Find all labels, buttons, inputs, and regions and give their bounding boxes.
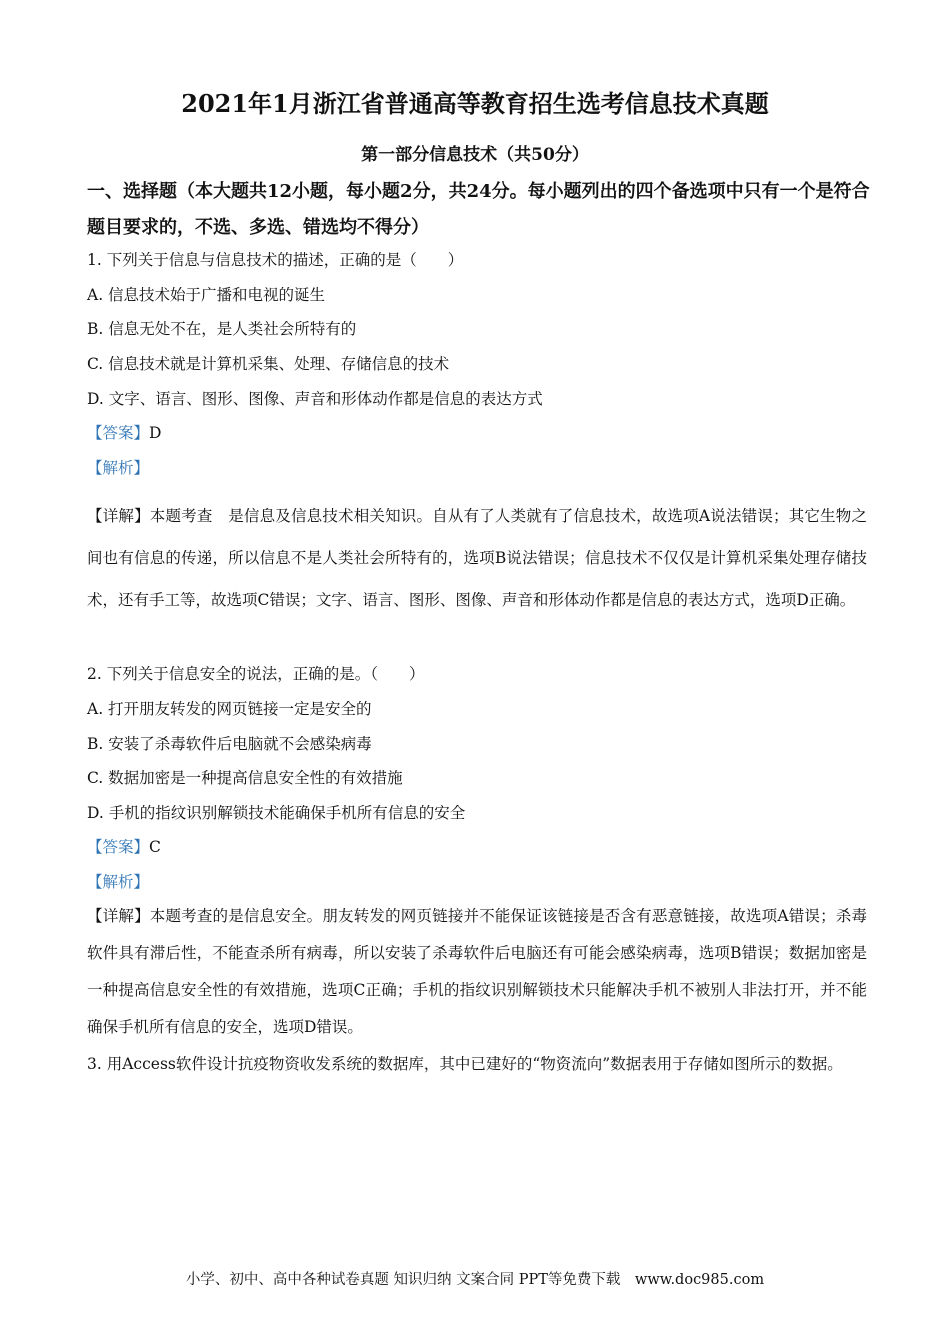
question-3-stem: 3. 用Access软件设计抗疫物资收发系统的数据库，其中已建好的“物资流向”数据表用于存储如图所示的数据。 (87, 1055, 843, 1073)
question-1-option-a: A. 信息技术始于广播和电视的诞生 (87, 286, 326, 304)
detail-label: 【详解】 (87, 907, 150, 925)
question-1-stem: 1. 下列关于信息与信息技术的描述，正确的是（ ） (87, 251, 464, 269)
answer-value: D (149, 424, 162, 442)
question-2-option-a: A. 打开朋友转发的网页链接一定是安全的 (87, 700, 372, 718)
question-2-option-d: D. 手机的指纹识别解锁技术能确保手机所有信息的安全 (87, 804, 466, 822)
section-heading: 一、选择题（本大题共12小题，每小题2分，共24分。每小题列出的四个备选项中只有一个是符合题目要求的，不选、多选、错选均不得分） (87, 181, 870, 238)
question-1-analysis (87, 457, 149, 479)
question-1-answer (87, 422, 161, 444)
question-2-analysis (87, 871, 149, 893)
question-1-option-c: C. 信息技术就是计算机采集、处理、存储信息的技术 (87, 355, 450, 373)
answer-value: C (149, 838, 161, 856)
question-1-option-d: D. 文字、语言、图形、图像、声音和形体动作都是信息的表达方式 (87, 390, 543, 408)
part-heading: 第一部分信息技术（共50分） (361, 145, 589, 165)
question-2-detail (87, 898, 867, 1046)
question-2-option-c: C. 数据加密是一种提高信息安全性的有效措施 (87, 769, 403, 787)
document-title: 2021年1月浙江省普通高等教育招生选考信息技术真题 (181, 89, 769, 118)
detail-text: 本题考查的是信息安全。朋友转发的网页链接并不能保证该链接是否含有恶意链接，故选项A错误；杀毒软件具有滞后性，不能查杀所有病毒，所以安装了杀毒软件后电脑还有可能会感染病毒，选项B错误；数据加密是一种提高信息安全性的有效措施，选项C正确；手机的指纹识别解锁技术只能解决手机不被别人非法打开，并不能确保手机所有信息的安全，选项D错误。 (87, 907, 867, 1036)
question-1-detail (87, 495, 867, 621)
answer-label: 【答案】 (87, 424, 150, 442)
analysis-label: 【解析】 (87, 873, 150, 891)
detail-label: 【详解】 (87, 507, 150, 525)
question-2-stem: 2. 下列关于信息安全的说法，正确的是。（ ） (87, 665, 425, 683)
detail-text: 本题考查 是信息及信息技术相关知识。自从有了人类就有了信息技术，故选项A说法错误；其它生物之间也有信息的传递，所以信息不是人类社会所特有的，选项B说法错误；信息技术不仅仅是计算机采集处理存储技术，还有手工等，故选项C错误；文字、语言、图形、图像、声音和形体动作都是信息的表达方式，选项D正确。 (87, 507, 867, 609)
analysis-label: 【解析】 (87, 459, 150, 477)
question-2-option-b: B. 安装了杀毒软件后电脑就不会感染病毒 (87, 735, 372, 753)
question-1-option-b: B. 信息无处不在，是人类社会所特有的 (87, 320, 357, 338)
question-2-answer (87, 836, 161, 858)
answer-label: 【答案】 (87, 838, 150, 856)
page-footer: 小学、初中、高中各种试卷真题 知识归纳 文案合同 PPT等免费下载 www.doc985.com (185, 1272, 765, 1288)
